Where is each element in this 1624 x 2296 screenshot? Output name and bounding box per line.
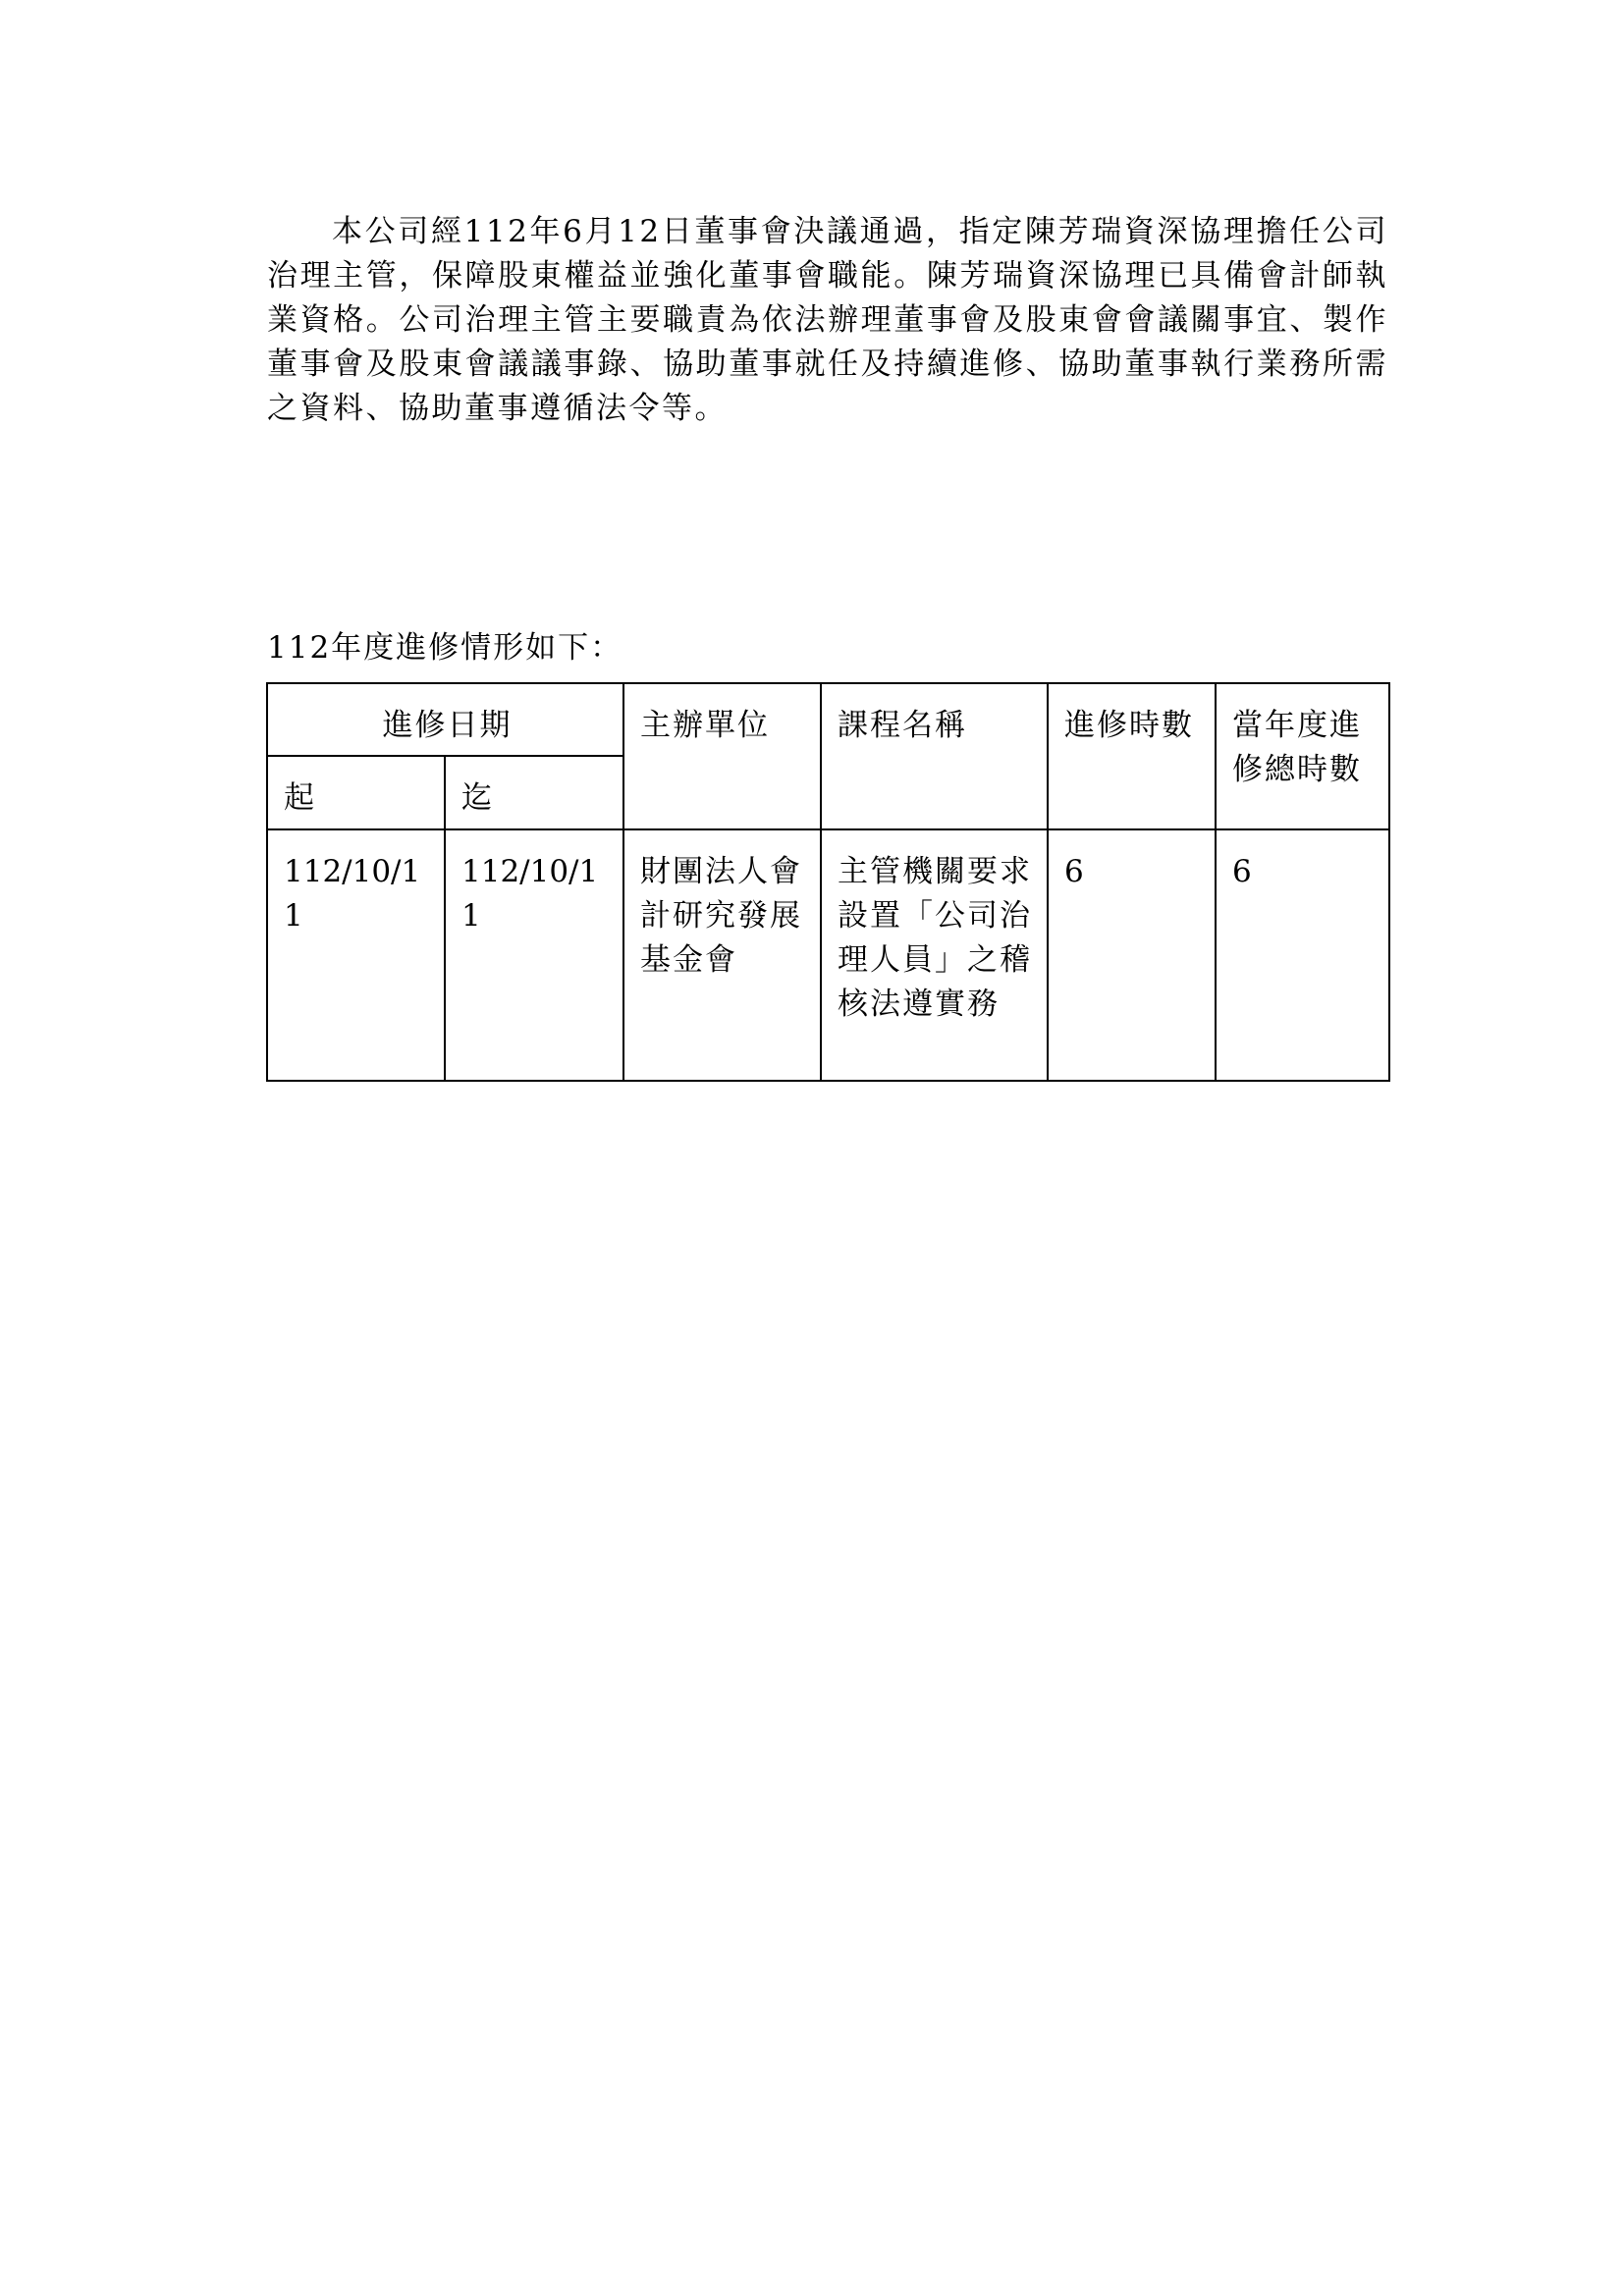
header-date-to: 迄	[445, 756, 623, 829]
header-training-hours: 進修時數	[1048, 683, 1216, 829]
cell-date-to: 112/10/11	[445, 829, 623, 1081]
header-training-date: 進修日期	[267, 683, 623, 756]
header-course-name: 課程名稱	[821, 683, 1048, 829]
cell-total-hours: 6	[1216, 829, 1389, 1081]
governance-paragraph: 本公司經112年6月12日董事會決議通過，指定陳芳瑞資深協理擔任公司治理主管，保障股東權益並強化董事會職能。陳芳瑞資深協理已具備會計師執業資格。公司治理主管主要職責為依法辦理董事會及股東會會議關事宜、製作董事會及股東會議議事錄、協助董事就任及持續進修、協助董事執行業務所需之資料、協助董事遵循法令等。	[267, 214, 1388, 426]
header-total-hours: 當年度進修總時數	[1216, 683, 1389, 829]
cell-course-name: 主管機關要求設置「公司治理人員」之稽核法遵實務	[821, 829, 1048, 1081]
cell-date-from: 112/10/11	[267, 829, 445, 1081]
cell-training-hours: 6	[1048, 829, 1216, 1081]
cell-organizer: 財團法人會計研究發展基金會	[623, 829, 821, 1081]
table-header-row	[267, 683, 1389, 756]
table-intro: 112年度進修情形如下：	[267, 630, 623, 666]
table-row	[267, 829, 1389, 1081]
training-table	[266, 682, 1390, 1082]
header-organizer: 主辦單位	[623, 683, 821, 829]
header-date-from: 起	[267, 756, 445, 829]
